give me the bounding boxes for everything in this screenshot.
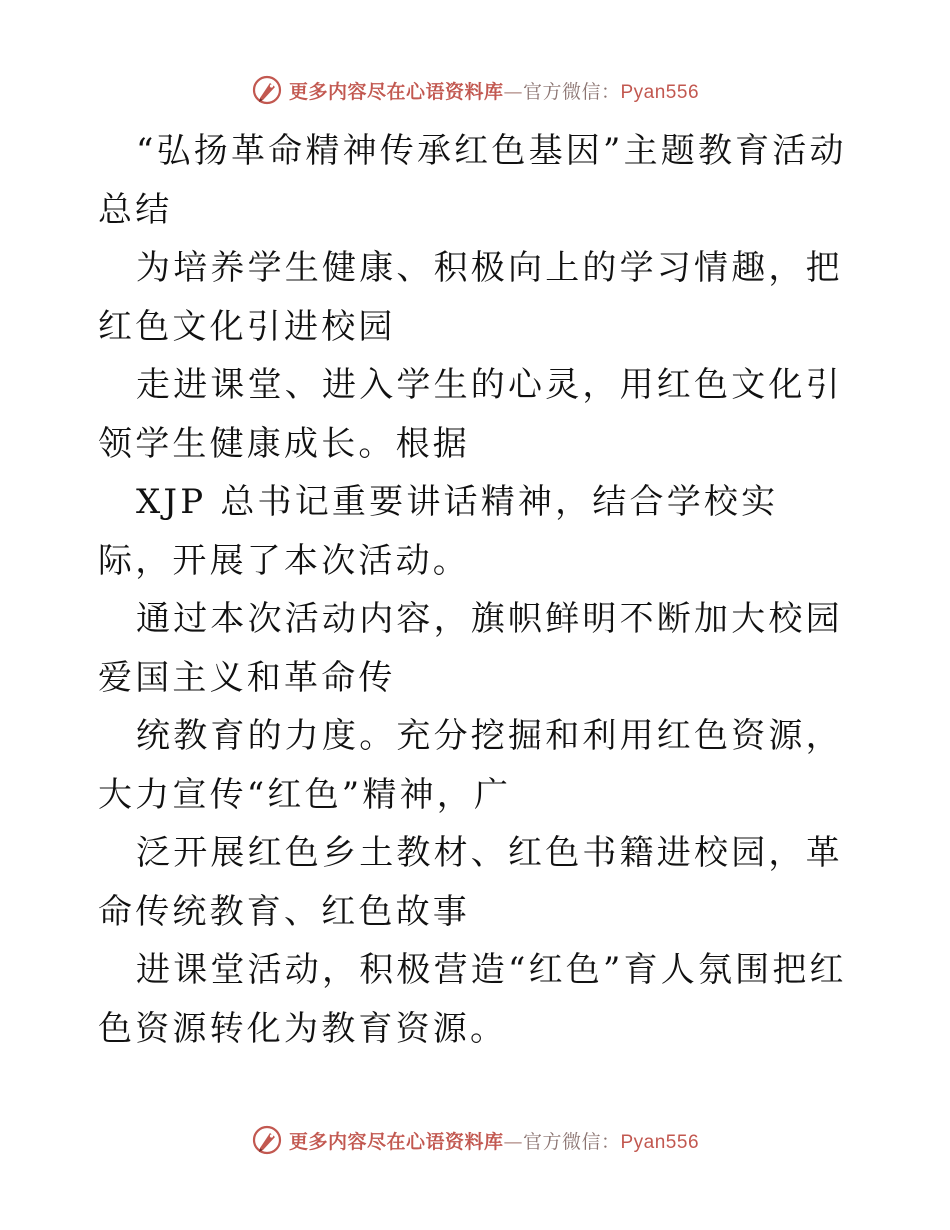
- document-title: “弘扬革命精神传承红色基因”主题教育活动总结: [98, 131, 847, 230]
- brand-text: 更多内容尽在心语资料库: [288, 1130, 504, 1153]
- footer-watermark: [0, 1120, 950, 1160]
- wechat-label: 官方微信：: [522, 80, 621, 103]
- paragraph: 为培养学生健康、积极向上的学习情趣，把红色文化引进校园: [98, 248, 843, 347]
- watermark-dash: —: [503, 80, 523, 103]
- fountain-pen-nib-icon: [251, 1124, 283, 1156]
- paragraph: 走进课堂、进入学生的心灵，用红色文化引领学生健康成长。根据: [98, 365, 843, 464]
- watermark-dash: —: [503, 1130, 523, 1153]
- wechat-label: 官方微信：: [522, 1130, 621, 1153]
- wechat-id: Pyan556: [620, 1131, 700, 1153]
- paragraph: XJP 总书记重要讲话精神，结合学校实际，开展了本次活动。: [98, 482, 779, 581]
- paragraph: 泛开展红色乡土教材、红色书籍进校园，革命传统教育、红色故事: [98, 833, 843, 932]
- paragraph: 通过本次活动内容，旗帜鲜明不断加大校园爱国主义和革命传: [98, 599, 843, 698]
- document-body: [98, 122, 850, 1058]
- brand-text: 更多内容尽在心语资料库: [288, 80, 504, 103]
- fountain-pen-nib-icon: [251, 74, 283, 106]
- watermark-text: [289, 77, 699, 104]
- paragraph: 进课堂活动，积极营造“红色”育人氛围把红色资源转化为教育资源。: [98, 950, 847, 1049]
- paragraph: 统教育的力度。充分挖掘和利用红色资源，大力宣传“红色”精神，广: [98, 716, 843, 815]
- watermark-text: [289, 1127, 699, 1154]
- wechat-id: Pyan556: [620, 81, 700, 103]
- header-watermark: [0, 70, 950, 110]
